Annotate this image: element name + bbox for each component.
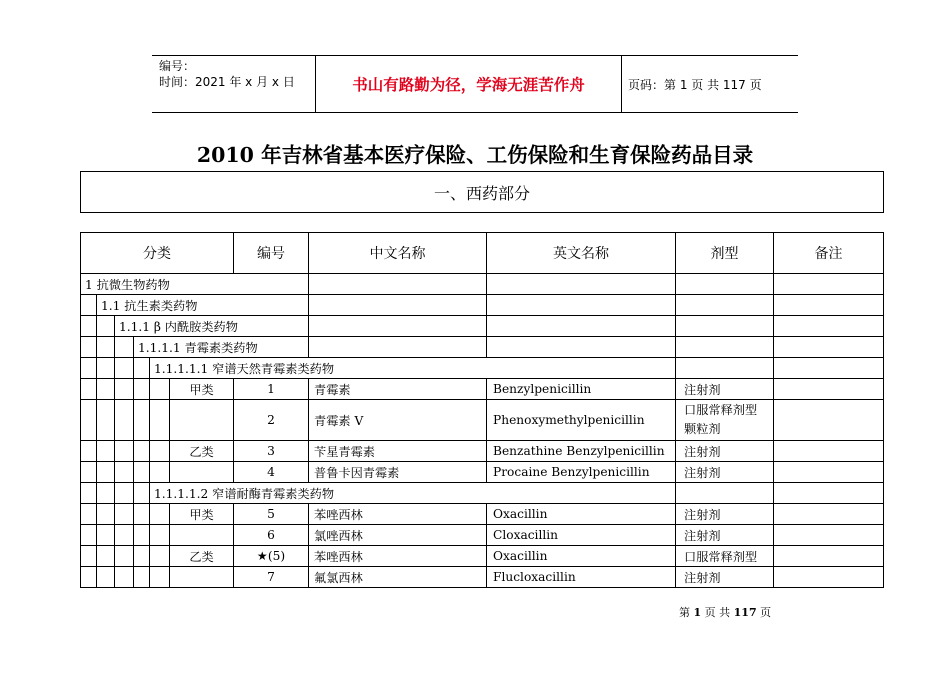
level-row-4 xyxy=(81,337,884,358)
english-name-cell: Oxacillin xyxy=(487,504,676,525)
table-row xyxy=(81,504,884,525)
chinese-name-cell: 青霉素 V xyxy=(309,400,487,441)
dosage-form-cell: 注射剂 xyxy=(676,462,774,483)
header-motto: 书山有路勤为径，学海无涯苦作舟 xyxy=(315,56,622,112)
time-label: 时间：2021 年 x 月 x 日 xyxy=(159,75,295,89)
chinese-name-cell: 普鲁卡因青霉素 xyxy=(309,462,487,483)
number-cell: 3 xyxy=(234,441,309,462)
chinese-name-cell: 氟氯西林 xyxy=(309,567,487,588)
english-name-cell: Procaine Benzylpenicillin xyxy=(487,462,676,483)
dosage-form-cell: 注射剂 xyxy=(676,504,774,525)
document-title: 2010 年吉林省基本医疗保险、工伤保险和生育保险药品目录 xyxy=(196,143,754,167)
table-row xyxy=(81,462,884,483)
dosage-form-cell: 注射剂 xyxy=(676,525,774,546)
category-cell: 乙类 xyxy=(170,441,234,462)
remarks-cell xyxy=(774,504,884,525)
level-row-3 xyxy=(81,316,884,337)
document-header xyxy=(152,55,798,113)
remarks-cell xyxy=(774,462,884,483)
english-name-cell: Flucloxacillin xyxy=(487,567,676,588)
header-chinese-name: 中文名称 xyxy=(309,233,487,274)
table-header-row xyxy=(81,233,884,274)
table-row xyxy=(81,546,884,567)
number-cell: 1 xyxy=(234,379,309,400)
number-cell: 5 xyxy=(234,504,309,525)
table-row xyxy=(81,525,884,546)
header-page-info xyxy=(628,56,798,112)
header-remarks: 备注 xyxy=(774,233,884,274)
category-cell xyxy=(170,525,234,546)
table-row xyxy=(81,441,884,462)
english-name-cell: Cloxacillin xyxy=(487,525,676,546)
page-info-text: 页码：第 1 页 共 117 页 xyxy=(628,77,762,92)
dosage-form-cell: 注射剂 xyxy=(676,441,774,462)
number-cell: 2 xyxy=(234,400,309,441)
english-name-cell: Oxacillin xyxy=(487,546,676,567)
category-cell xyxy=(170,567,234,588)
number-cell: 7 xyxy=(234,567,309,588)
remarks-cell xyxy=(774,379,884,400)
remarks-cell xyxy=(774,441,884,462)
category-cell: 甲类 xyxy=(170,504,234,525)
english-name-cell: Phenoxymethylpenicillin xyxy=(487,400,676,441)
number-label: 编号： xyxy=(159,59,196,73)
page-footer xyxy=(679,604,771,620)
remarks-cell xyxy=(774,567,884,588)
dosage-form-cell: 注射剂 xyxy=(676,567,774,588)
chinese-name-cell: 苯唑西林 xyxy=(309,504,487,525)
level-label: 1.1.1.1.2 窄谱耐酶青霉素类药物 xyxy=(150,483,676,504)
level-row-1 xyxy=(81,274,884,295)
remarks-cell xyxy=(774,546,884,567)
footer-total-pages: 117 xyxy=(733,606,757,619)
chinese-name-cell: 苄星青霉素 xyxy=(309,441,487,462)
header-dosage-form: 剂型 xyxy=(676,233,774,274)
english-name-cell: Benzylpenicillin xyxy=(487,379,676,400)
footer-page-number: 1 xyxy=(693,606,702,619)
number-cell: 4 xyxy=(234,462,309,483)
header-english-name: 英文名称 xyxy=(487,233,676,274)
level-label: 1.1 抗生素类药物 xyxy=(97,295,309,316)
dosage-form-cell: 注射剂 xyxy=(676,379,774,400)
remarks-cell xyxy=(774,525,884,546)
chinese-name-cell: 青霉素 xyxy=(309,379,487,400)
header-category: 分类 xyxy=(81,233,234,274)
number-cell: 6 xyxy=(234,525,309,546)
footer-suffix: 页 xyxy=(756,606,772,619)
level-label: 1 抗微生物药物 xyxy=(81,274,309,295)
category-cell: 乙类 xyxy=(170,546,234,567)
level-label: 1.1.1.1.1 窄谱天然青霉素类药物 xyxy=(150,358,676,379)
table-row xyxy=(81,379,884,400)
number-cell: ★(5) xyxy=(234,546,309,567)
category-cell: 甲类 xyxy=(170,379,234,400)
category-cell xyxy=(170,462,234,483)
level-row-5 xyxy=(81,483,884,504)
footer-prefix: 第 xyxy=(679,606,694,619)
header-number: 编号 xyxy=(234,233,309,274)
table-row xyxy=(81,400,884,441)
section-heading: 一、西药部分 xyxy=(80,171,884,213)
english-name-cell: Benzathine Benzylpenicillin xyxy=(487,441,676,462)
level-row-5 xyxy=(81,358,884,379)
header-meta xyxy=(152,56,315,112)
category-cell xyxy=(170,400,234,441)
level-row-2 xyxy=(81,295,884,316)
dosage-form-cell: 口服常释剂型 颗粒剂 xyxy=(676,400,774,441)
remarks-cell xyxy=(774,400,884,441)
table-row xyxy=(81,567,884,588)
level-label: 1.1.1.1 青霉素类药物 xyxy=(134,337,309,358)
dosage-form-cell: 口服常释剂型 xyxy=(676,546,774,567)
level-label: 1.1.1 β 内酰胺类药物 xyxy=(115,316,309,337)
chinese-name-cell: 苯唑西林 xyxy=(309,546,487,567)
footer-middle: 页 共 xyxy=(701,606,734,619)
drug-catalog-table xyxy=(80,232,884,588)
chinese-name-cell: 氯唑西林 xyxy=(309,525,487,546)
